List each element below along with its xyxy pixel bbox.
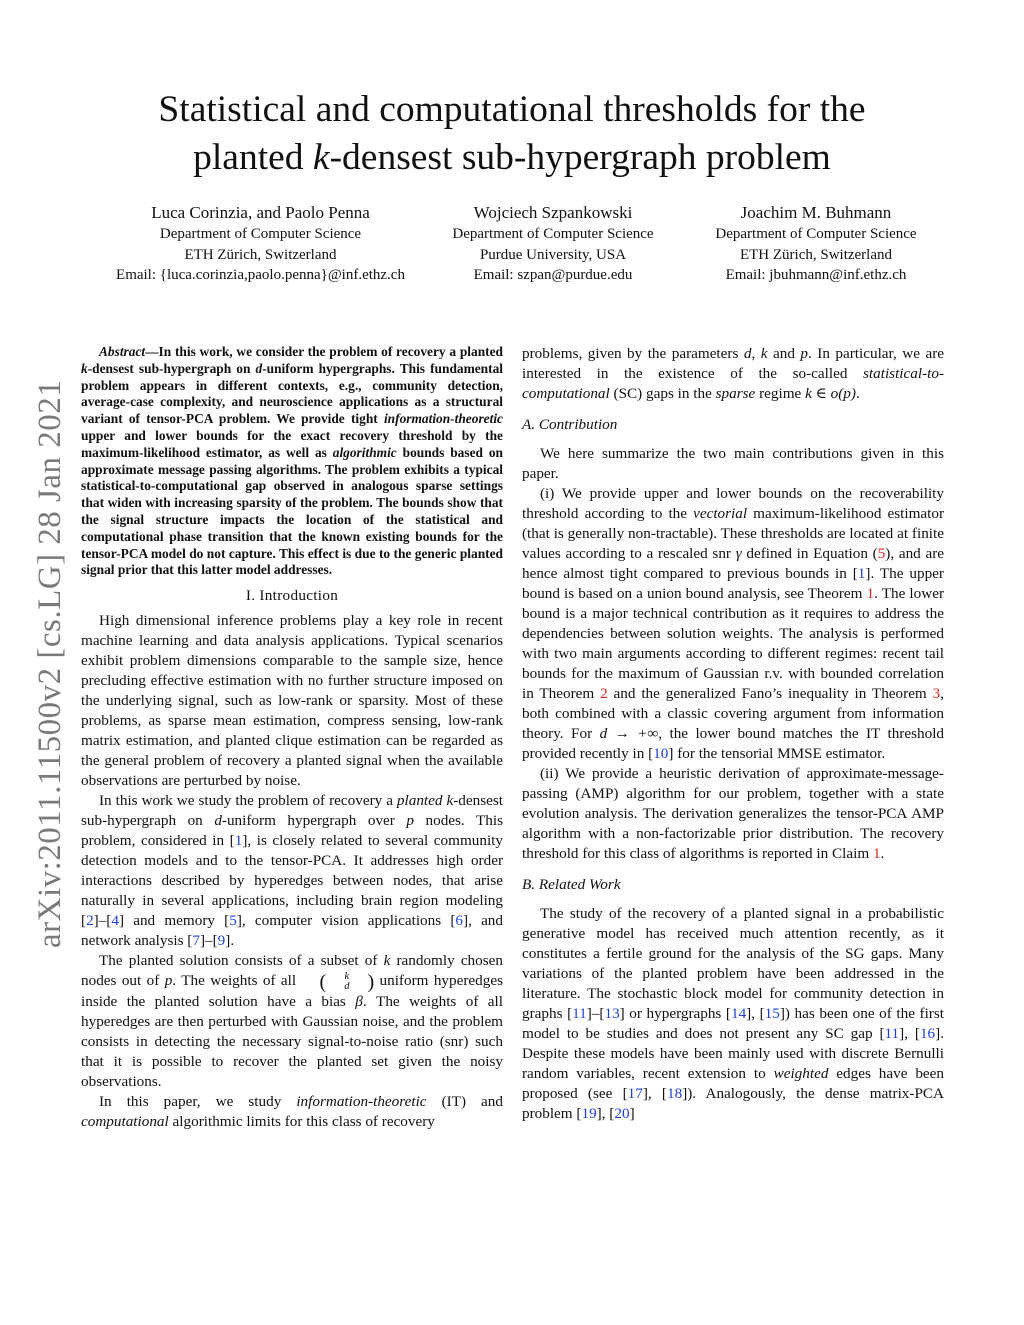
section-heading-introduction: I. Introduction	[245, 587, 339, 605]
author-inst: Purdue University, USA	[479, 246, 627, 263]
citation-link[interactable]: 15	[764, 1005, 780, 1022]
citation-link[interactable]: 9	[217, 932, 226, 950]
theorem-link[interactable]: 2	[600, 685, 608, 702]
binomial-k-d: ( k d )	[319, 970, 375, 993]
author-block	[80, 202, 944, 292]
claim-link[interactable]: 1	[872, 845, 881, 862]
citation-link[interactable]: 17	[627, 1085, 643, 1102]
citation-link[interactable]: 11	[572, 1005, 587, 1022]
contribution-paragraph-2: (i) We provide upper and lower bounds on the recoverability threshold according to the vectorial maximum-likelihood estimator (that is generally non-tractable). These thresholds are located at finite values according to a rescaled snr γ defined in Equation (5), and are hence almost tight compared to previous bounds in [1]. The upper bound is based on a union bound analysis, see Theorem 1. The lower bound is a major technical contribution as it requires to address the dependencies between solution weights. The analysis is performed with two main arguments according to different regimes: recent tail bounds for the maximum of Gaussian r.v. with bounded correlation in Theorem 2 and the generalized Fano’s inequality in Theorem 3, both combined with a classic covering argument from information theory. For d → +∞, the lower bound matches the IT threshold provided recently in [10] for the tensorial MMSE estimator.	[522, 485, 945, 762]
author-1	[80, 202, 441, 286]
citation-link[interactable]: 14	[730, 1005, 747, 1022]
citation-link[interactable]: 5	[229, 912, 237, 930]
citation-link[interactable]: 7	[192, 932, 200, 950]
author-email: Email: jbuhmann@inf.ethz.ch	[725, 267, 907, 283]
author-inst: ETH Zürich, Switzerland	[184, 246, 337, 263]
intro-paragraph-3: The planted solution consists of a subset of k randomly chosen nodes out of p. The weights of all ( k d ) uniform hyperedges inside the planted solution have a bias β. The weights of all hyperedges are then perturbed with Gaussian noise, and the problem consists in detecting the necessary signal-to-noise ratio (snr) such that it is possible to recover the planted set given the noisy observations.	[81, 952, 503, 1090]
intro-paragraph-4: In this paper, we study information-theoretic (IT) and computational algorithmic limits for this class of recovery	[81, 1092, 503, 1130]
author-name: Luca Corinzia, and Paolo Penna	[151, 203, 370, 222]
contribution-paragraph-3: (ii) We provide a heuristic derivation of approximate-message-passing (AMP) algorithm for our problem, together with a state evolution analysis. The derivation generalizes the tensor-PCA AMP algorithm with a non-factorizable prior distribution. The recovery threshold for this class of algorithms is reported in Claim 1.	[522, 765, 944, 862]
author-inst: ETH Zürich, Switzerland	[739, 246, 893, 263]
intro-continuation: problems, given by the parameters d, k and p. In particular, we are interested in the existence of the so-called statistical-to-computational (SC) gaps in the sparse regime k ∈ o(p).	[522, 345, 945, 402]
author-email: Email: {luca.corinzia,paolo.penna}@inf.ethz.ch	[116, 267, 405, 283]
theorem-link[interactable]: 1	[866, 585, 875, 602]
subsection-heading-related-work: B. Related Work	[522, 876, 621, 893]
citation-link[interactable]: 18	[667, 1085, 683, 1102]
equation-link[interactable]: 5	[877, 545, 886, 562]
theorem-link[interactable]: 3	[932, 685, 941, 702]
paper-title	[80, 86, 944, 182]
citation-link[interactable]: 1	[234, 832, 243, 850]
citation-link[interactable]: 19	[581, 1105, 597, 1122]
citation-link[interactable]: 10	[653, 745, 669, 762]
subsection-heading-contribution: A. Contribution	[522, 416, 618, 433]
contribution-paragraph-1: We here summarize the two main contributions given in this paper.	[522, 445, 944, 482]
author-name: Wojciech Szpankowski	[473, 203, 633, 222]
citation-link[interactable]: 2	[86, 912, 94, 930]
intro-paragraph-1: High dimensional inference problems play a key role in recent machine learning and data analysis applications. Typical scenarios exhibit problem dimensions comparable to the sample size, hence precluding effective estimation with no further structure imposed on the underlying signal, such as low-rank or sparsity. Most of these problems, as sparse mean estimation, compress sensing, low-rank matrix estimation, and planted clique estimation can be regarded as the general problem of recovery a planted signal when the available observations are perturbed by noise.	[81, 612, 503, 790]
intro-paragraph-2: In this work we study the problem of recovery a planted k-densest sub-hypergraph on d-uniform hypergraph over p nodes. This problem, considered in [1], is closely related to several community detection models and to the tensor-PCA. It addresses high order interactions described by hyperedges between nodes, that arise naturally in several applications, including brain region modeling [2]–[4] and memory [5], computer vision applications [6], and network analysis [7]–[9].	[81, 792, 503, 950]
author-2	[430, 202, 676, 286]
related-paragraph-1: The study of the recovery of a planted signal in a probabilistic generative model has received much attention recently, as it constitutes a fertile ground for the analysis of the SG gaps. Many variations of the planted problem have been addressed in the literature. The stochastic block model for community detection in graphs [11]–[13] or hypergraphs [14], [15]) has been one of the first model to be studies and does not present any SC gap [11], [16]. Despite these models have been mainly used with discrete Bernulli random variables, recent extension to weighted edges have been proposed (see [17], [18]). Analogously, the dense matrix-PCA problem [19], [20]	[522, 905, 945, 1122]
author-dept: Department of Computer Science	[715, 226, 917, 242]
citation-link[interactable]: 13	[604, 1005, 620, 1022]
title-line-2: planted k-densest sub-hypergraph problem	[193, 137, 831, 178]
right-column	[522, 344, 944, 1124]
author-dept: Department of Computer Science	[452, 226, 654, 242]
abstract: Abstract—In this work, we consider the problem of recovery a planted k-densest sub-hypergraph on d-uniform hypergraphs. This fundamental problem appears in different contexts, e.g., community detection, average-case complexity, and neuroscience applications as a structural variant of tensor-PCA problem. We provide tight information-theoretic upper and lower bounds for the exact recovery threshold by the maximum-likelihood estimator, as well as algorithmic bounds based on approximate message passing algorithms. The problem exhibits a typical statistical-to-computational gap observed in analogous sparse settings that widen with increasing sparsity of the problem. The bounds show that the signal structure impacts the location of the statistical and computational phase transition that the known existing bounds for the tensor-PCA model do not capture. This effect is due to the generic planted signal prior that this latter model addresses.	[81, 344, 504, 578]
author-name: Joachim M. Buhmann	[740, 203, 892, 222]
title-line-1: Statistical and computational thresholds for the	[158, 89, 866, 130]
author-3	[688, 202, 944, 286]
arxiv-stamp: arXiv:2011.11500v2 [cs.LG] 28 Jan 2021	[32, 379, 68, 948]
citation-link[interactable]: 11	[884, 1025, 900, 1042]
citation-link[interactable]: 16	[919, 1025, 936, 1042]
citation-link[interactable]: 1	[857, 565, 866, 582]
citation-link[interactable]: 20	[614, 1105, 630, 1122]
author-email: Email: szpan@purdue.edu	[473, 267, 633, 283]
author-dept: Department of Computer Science	[159, 226, 362, 242]
citation-link[interactable]: 6	[455, 912, 464, 930]
citation-link[interactable]: 4	[111, 912, 119, 930]
left-column	[81, 344, 503, 1132]
